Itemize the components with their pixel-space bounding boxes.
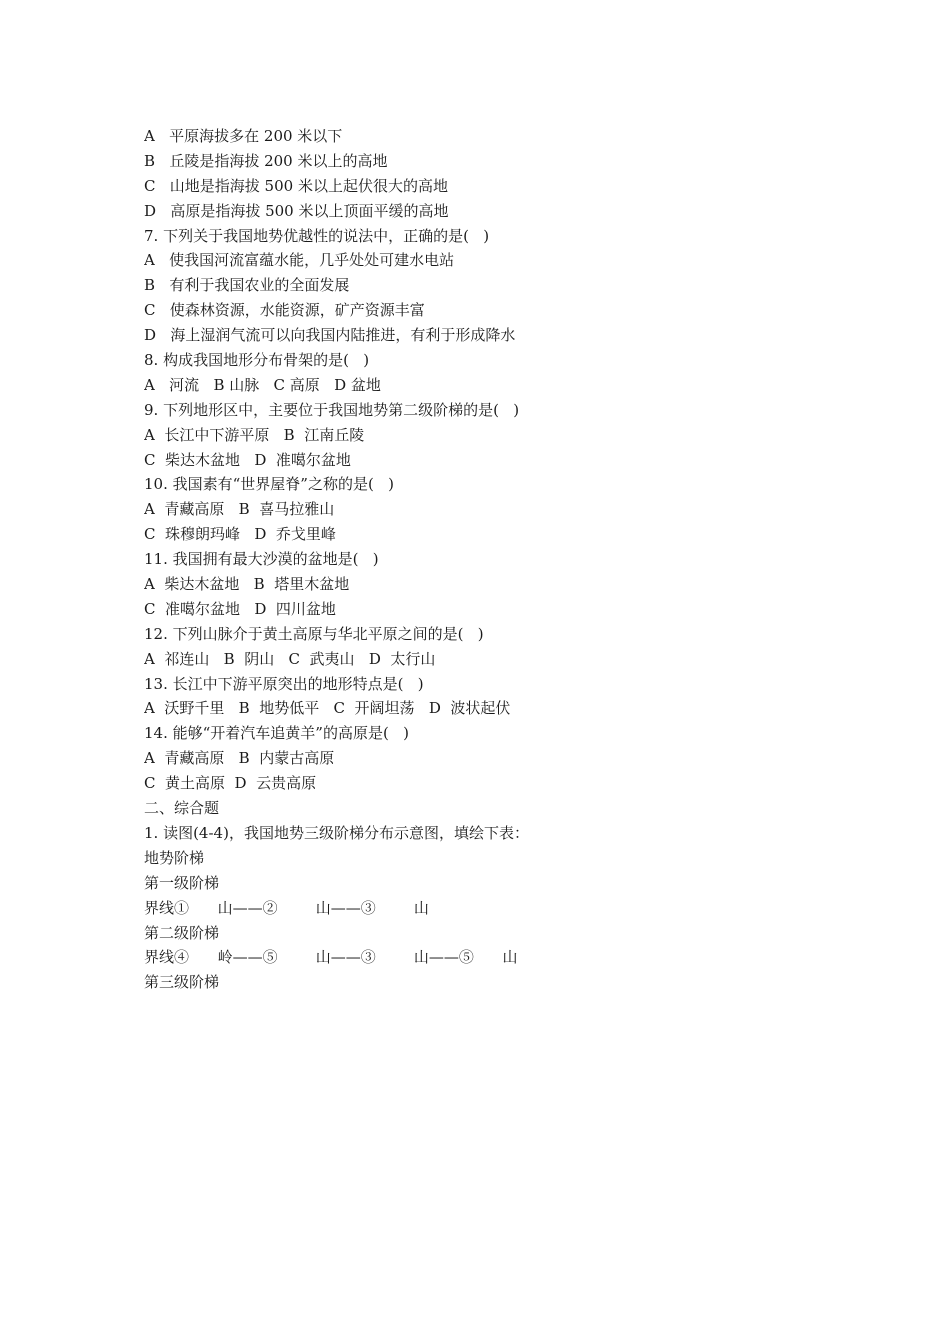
option-line: A 平原海拔多在 200 米以下 bbox=[144, 127, 343, 145]
question-line: 13. 长江中下游平原突出的地形特点是( ) bbox=[144, 674, 424, 693]
question-line: 8. 构成我国地形分布骨架的是( ) bbox=[144, 351, 370, 370]
section-heading: 二、综合题 bbox=[144, 799, 220, 818]
option-line: D 高原是指海拔 500 米以上顶面平缓的高地 bbox=[144, 201, 449, 220]
option-line: C 山地是指海拔 500 米以上起伏很大的高地 bbox=[144, 176, 448, 195]
table-line: 第一级阶梯 bbox=[144, 873, 220, 892]
option-line: C 柴达木盆地 D 准噶尔盆地 bbox=[144, 450, 351, 469]
option-line: C 准噶尔盆地 D 四川盆地 bbox=[144, 599, 336, 618]
question-line: 11. 我国拥有最大沙漠的盆地是( ) bbox=[144, 550, 379, 569]
option-line: A 使我国河流富蕴水能，几乎处处可建水电站 bbox=[144, 251, 455, 270]
option-line: A 河流 B 山脉 C 高原 D 盆地 bbox=[144, 375, 381, 394]
option-line: C 黄土高原 D 云贵高原 bbox=[144, 774, 317, 793]
question-text bbox=[144, 124, 844, 995]
question-line: 1. 读图(4-4)，我国地势三级阶梯分布示意图，填绘下表： bbox=[144, 823, 529, 842]
option-line: B 有利于我国农业的全面发展 bbox=[144, 276, 350, 295]
table-line: 地势阶梯 bbox=[144, 848, 205, 867]
option-line: A 柴达木盆地 B 塔里木盆地 bbox=[144, 575, 350, 594]
question-line: 7. 下列关于我国地势优越性的说法中，正确的是( ) bbox=[144, 226, 490, 245]
option-line: A 青藏高原 B 喜马拉雅山 bbox=[144, 500, 335, 519]
option-line: A 沃野千里 B 地势低平 C 开阔坦荡 D 波状起伏 bbox=[144, 699, 511, 718]
option-line: A 长江中下游平原 B 江南丘陵 bbox=[144, 425, 365, 444]
table-line: 第三级阶梯 bbox=[144, 973, 220, 992]
table-line: 界线④ 岭——⑤ 山——③ 山——⑤ 山 bbox=[144, 948, 518, 967]
table-line: 第二级阶梯 bbox=[144, 923, 220, 942]
question-line: 9. 下列地形区中，主要位于我国地势第二级阶梯的是( ) bbox=[144, 400, 520, 419]
option-line: D 海上湿润气流可以向我国内陆推进，有利于形成降水 bbox=[144, 326, 516, 345]
question-line: 10. 我国素有“世界屋脊”之称的是( ) bbox=[144, 475, 394, 494]
option-line: B 丘陵是指海拔 200 米以上的高地 bbox=[144, 151, 388, 170]
table-line: 界线① 山——② 山——③ 山 bbox=[144, 898, 429, 917]
option-line: A 祁连山 B 阴山 C 武夷山 D 太行山 bbox=[144, 649, 436, 668]
option-line: A 青藏高原 B 内蒙古高原 bbox=[144, 749, 335, 768]
option-line: C 使森林资源，水能资源，矿产资源丰富 bbox=[144, 301, 425, 320]
option-line: C 珠穆朗玛峰 D 乔戈里峰 bbox=[144, 525, 336, 544]
question-line: 12. 下列山脉介于黄土高原与华北平原之间的是( ) bbox=[144, 624, 484, 643]
question-line: 14. 能够“开着汽车追黄羊”的高原是( ) bbox=[144, 724, 409, 743]
